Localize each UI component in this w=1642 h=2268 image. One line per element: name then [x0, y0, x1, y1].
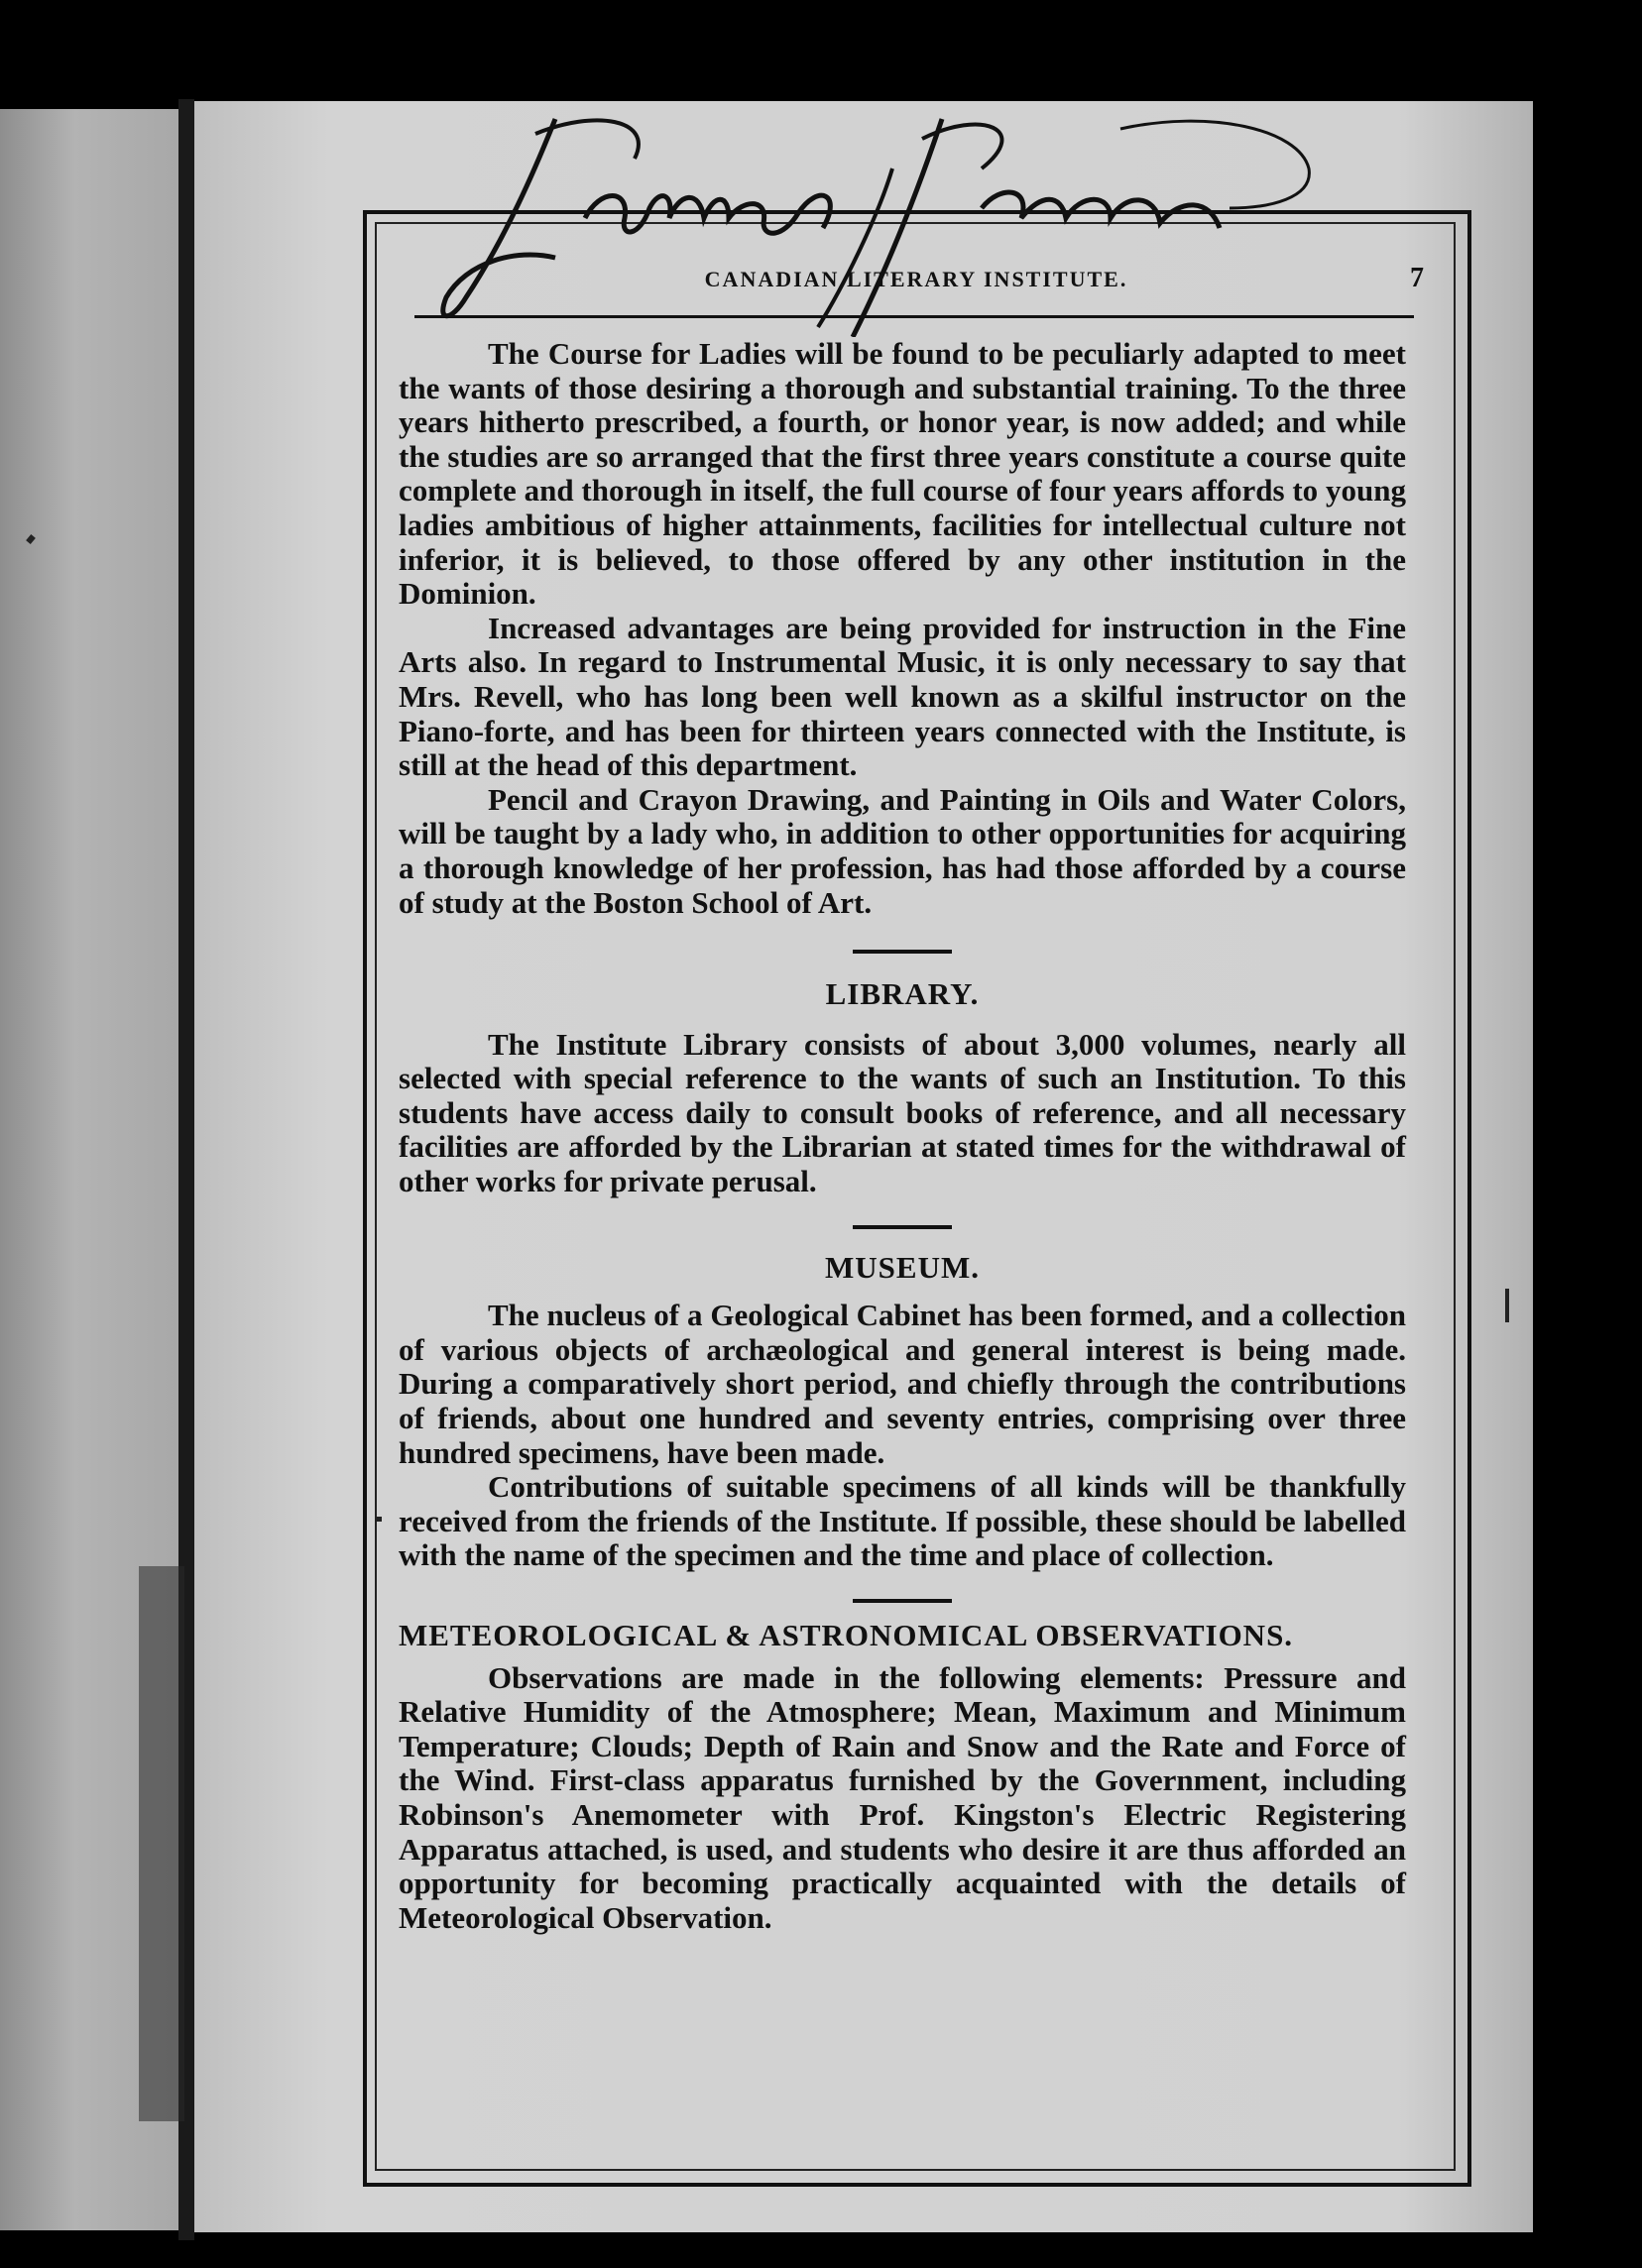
page-body: [399, 337, 1406, 1935]
library-section: [399, 977, 1406, 1199]
ladies-course-section: [399, 337, 1406, 920]
section-divider: [853, 1599, 952, 1603]
section-divider: [853, 950, 952, 954]
spine-shadow: [139, 1566, 184, 2121]
paragraph: The Course for Ladies will be found to be peculiarly adapted to meet the wants of those desiring a thorough and substantial training. To the three years hitherto prescribed, a fourth, or honor year, is now added; and while the studies are so arranged that the first three years constitute a course quite complete and thorough in itself, the full course of four years affords to young ladies ambitious of higher attainments, facilities for intellectual culture not inferior, it is believed, to those offered by any other institution in the Dominion.: [399, 336, 1406, 612]
handwritten-signature: [426, 99, 1378, 337]
paragraph: Increased advantages are being provided for instruction in the Fine Arts also. In regard to Instrumental Music, it is only necessary to say that Mrs. Revell, who has long been well known as a skilful instructor on the Piano-forte, and has been for thirteen years connected with the Institute, is still at the head of this department.: [399, 610, 1406, 783]
museum-section: [399, 1251, 1406, 1573]
observations-heading: METEOROLOGICAL & ASTRONOMICAL OBSERVATIONS.: [399, 1618, 1294, 1652]
page-number: 7: [1410, 263, 1424, 293]
running-title: CANADIAN LITERARY INSTITUTE.: [704, 267, 1128, 291]
section-divider: [853, 1225, 952, 1229]
observations-section: [399, 1619, 1406, 1935]
speck-mark: [377, 1517, 382, 1522]
paragraph: Observations are made in the following elements: Pressure and Relative Humidity of the Atmosphere; Mean, Maximum and Minimum Temperature; Clouds; Depth of Rain and Snow and the Rate and Force of the Wind. First-class apparatus furnished by the Government, including Robinson's Anemometer with Prof. Kingston's Electric Registering Apparatus attached, is used, and students who desire it are thus afforded an opportunity for becoming practically acquainted with the details of Meteorological Observation.: [399, 1659, 1406, 1935]
paragraph: The Institute Library consists of about 3,000 volumes, nearly all selected with special reference to the wants of such an Institution. To this students have access daily to consult books of reference, and all necessary facilities are afforded by the Librarian at stated times for the withdrawal of other works for private perusal.: [399, 1026, 1406, 1199]
museum-heading: MUSEUM.: [825, 1249, 980, 1285]
paragraph: Pencil and Crayon Drawing, and Painting in Oils and Water Colors, will be taught by a lady who, in addition to other opportunities for acquiring a thorough knowledge of her profession, has had those afforded by a course of study at the Boston School of Art.: [399, 781, 1406, 920]
paragraph: The nucleus of a Geological Cabinet has been formed, and a collection of various objects of archæological and general interest is being made. During a comparatively short period, and chiefly through the contributions of friends, about one hundred and seventy entries, comprising over three hundred specimens, have been made.: [399, 1298, 1406, 1470]
paragraph: Contributions of suitable specimens of all kinds will be thankfully received from the friends of the Institute. If possible, these should be labelled with the name of the specimen and the time and place of collection.: [399, 1469, 1406, 1573]
speck-mark: [1505, 1289, 1509, 1322]
library-heading: LIBRARY.: [825, 976, 980, 1012]
